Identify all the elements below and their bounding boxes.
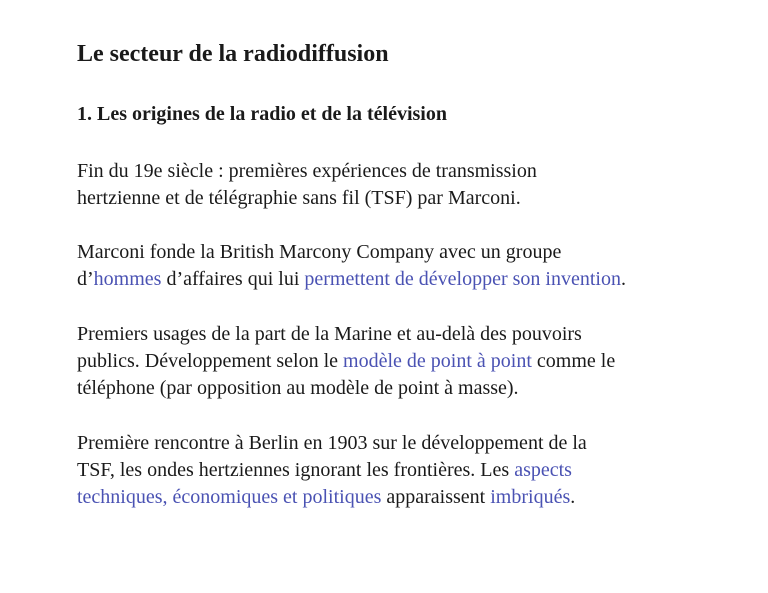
paragraph-text: téléphone (par opposition au modèle de point à masse). xyxy=(77,377,519,399)
highlight-aspects: aspects xyxy=(514,459,572,481)
paragraph-text: d’affaires qui lui xyxy=(161,268,305,290)
paragraph-text: . xyxy=(570,486,576,508)
paragraph-text: Marconi fonde la British Marcony Company avec un groupe xyxy=(77,241,562,263)
paragraph-text: hertzienne et de télégraphie sans fil (TSF) par Marconi. xyxy=(77,187,521,209)
highlight-hommes: hommes xyxy=(93,268,162,290)
highlight-point-a-point: modèle de point à point xyxy=(343,350,532,372)
paragraph-text: apparaissent xyxy=(381,486,491,508)
paragraph-text: comme le xyxy=(531,350,616,372)
slide-title: Le secteur de la radiodiffusion xyxy=(77,41,389,67)
paragraph-text: Premiers usages de la part de la Marine et au-delà des pouvoirs xyxy=(77,323,582,345)
paragraph-text: . xyxy=(620,268,626,290)
paragraph-text: TSF, les ondes hertziennes ignorant les frontières. Les xyxy=(77,459,515,481)
highlight-permettent: permettent de développer son invention xyxy=(304,268,621,290)
section-heading: 1. Les origines de la radio et de la télévision xyxy=(77,103,447,125)
paragraph-origins xyxy=(77,158,728,212)
paragraph-text: publics. Développement selon le xyxy=(77,350,344,372)
paragraph-berlin-meeting xyxy=(77,430,728,511)
paragraph-first-uses xyxy=(77,321,728,402)
highlight-imbriques: imbriqués xyxy=(490,486,571,508)
paragraph-text: d’ xyxy=(77,268,94,290)
paragraph-marconi-company xyxy=(77,239,728,293)
paragraph-text: Première rencontre à Berlin en 1903 sur le développement de la xyxy=(77,432,587,454)
highlight-techniques: techniques, économiques et politiques xyxy=(77,486,382,508)
paragraph-text: Fin du 19e siècle : premières expériences de transmission xyxy=(77,160,537,182)
